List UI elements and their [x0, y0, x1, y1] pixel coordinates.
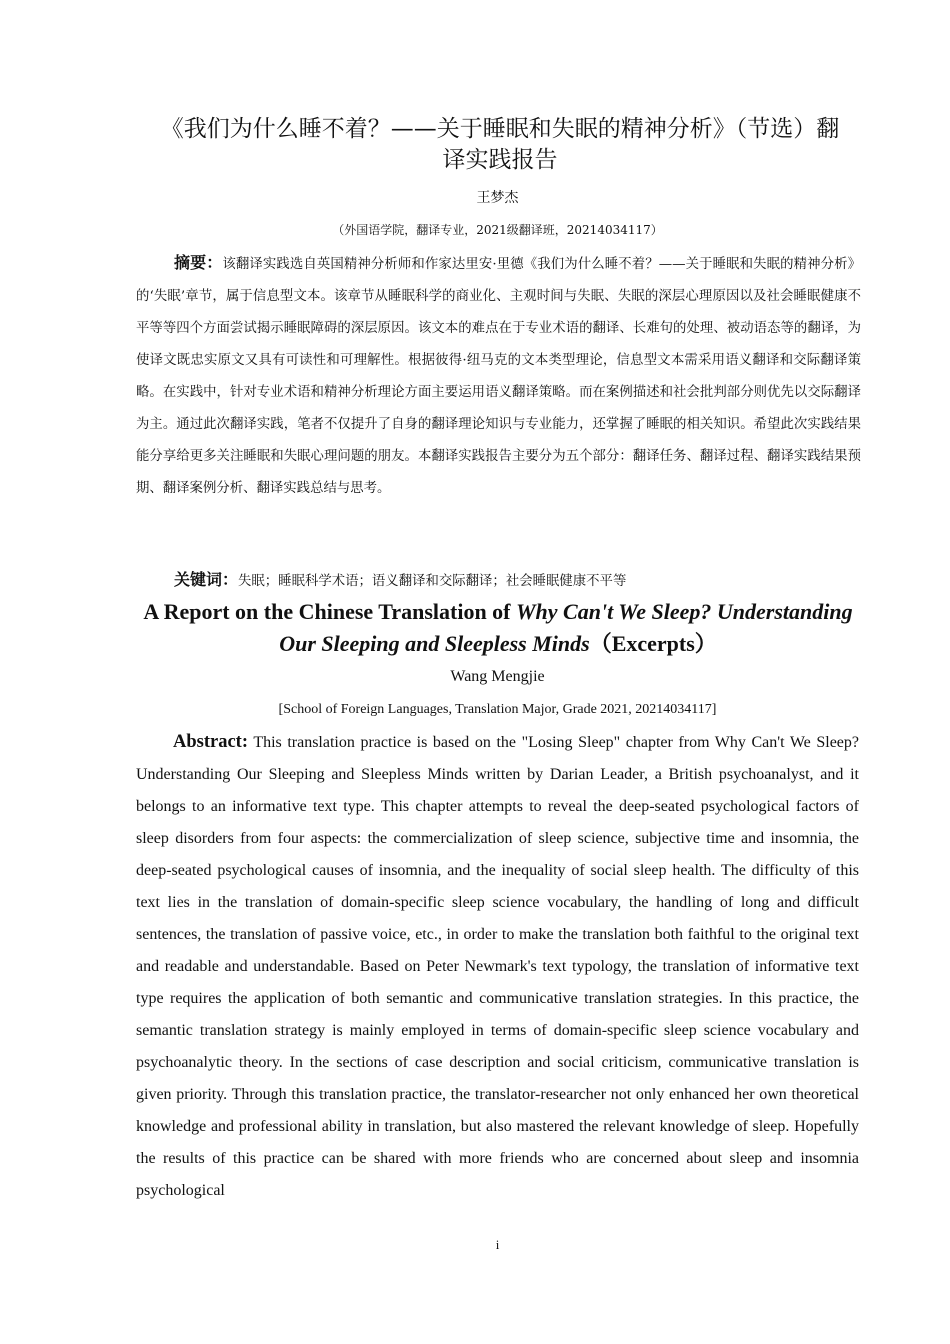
english-abstract-text: This translation practice is based on the "Losing Sleep" chapter from Why Can't We Sleep? Understanding Our Sleeping and Sleepless Minds written by Darian Leader, a British psychoanalyst, and it belongs to an informative text type. This chapter attempts to reveal the deep-seated psychological factors of sleep disorders from four aspects: the commercialization of sleep science, subjective time and insomnia, the deep-seated psychological causes of insomnia, and the inequality of social sleep health. The difficulty of this text lies in the translation of domain-specific sleep science vocabulary, the handling of long and difficult sentences, the translation of passive voice, etc., in order to make the translation both faithful to the original text and readable and understandable. Based on Peter Newmark's text typology, the translation of informative text type requires the application of both semantic and communicative translation strategies. In this practice, the semantic translation strategy is mainly employed in terms of domain-specific sleep science vocabulary and psychoanalytic theory. In the sections of case description and social criticism, communicative translation is given priority. Through this translation practice, the translator-researcher not only enhanced her own theoretical knowledge and professional ability in translation, but also mastered the relevant knowledge of sleep. Hopefully the results of this practice can be shared with more friends who are concerned about sleep and insomnia psychological: [136, 734, 860, 1199]
english-author: Wang Mengjie: [450, 668, 545, 685]
chinese-keywords: [136, 566, 861, 596]
chinese-title: 《我们为什么睡不着？——关于睡眠和失眠的精神分析》（节选）翻译实践报告: [160, 116, 840, 173]
chinese-abstract-label: 摘要：: [174, 253, 223, 272]
page-number: i: [495, 1237, 500, 1252]
english-title: [130, 596, 866, 660]
chinese-keywords-text: 失眠；睡眠科学术语；语义翻译和交际翻译；社会睡眠健康不平等: [238, 574, 627, 589]
english-title-prefix: A Report on the Chinese Translation of: [143, 599, 516, 624]
chinese-keywords-label: 关键词：: [174, 570, 239, 589]
english-title-suffix: （Excerpts）: [589, 631, 717, 656]
chinese-affiliation: （外国语学院，翻译专业，2021级翻译班，20214034117）: [332, 223, 663, 237]
chinese-author: 王梦杰: [476, 190, 519, 206]
english-title-book: Why Can't We Sleep? Understanding Our Sleeping and Sleepless Minds: [279, 599, 853, 656]
english-abstract: [136, 726, 859, 1207]
english-abstract-label: Abstract:: [173, 732, 249, 752]
english-affiliation: [School of Foreign Languages, Translation Major, Grade 2021, 20214034117]: [278, 702, 717, 717]
chinese-abstract: [136, 247, 861, 505]
chinese-abstract-text: 该翻译实践选自英国精神分析师和作家达里安·里德《我们为什么睡不着？——关于睡眠和失眠的精神分析》的‘失眠’章节，属于信息型文本。该章节从睡眠科学的商业化、主观时间与失眠、失眠的深层心理原因以及社会睡眠健康不平等等四个方面尝试揭示睡眠障碍的深层原因。该文本的难点在于专业术语的翻译、长难句的处理、被动语态等的翻译，为使译文既忠实原文又具有可读性和可理解性。根据彼得·纽马克的文本类型理论，信息型文本需采用语义翻译和交际翻译策略。在实践中，针对专业术语和精神分析理论方面主要运用语义翻译策略。而在案例描述和社会批判部分则优先以交际翻译为主。通过此次翻译实践，笔者不仅提升了自身的翻译理论知识与专业能力，还掌握了睡眠的相关知识。希望此次实践结果能分享给更多关注睡眠和失眠心理问题的朋友。本翻译实践报告主要分为五个部分：翻译任务、翻译过程、翻译实践结果预期、翻译案例分析、翻译实践总结与思考。: [136, 257, 861, 496]
